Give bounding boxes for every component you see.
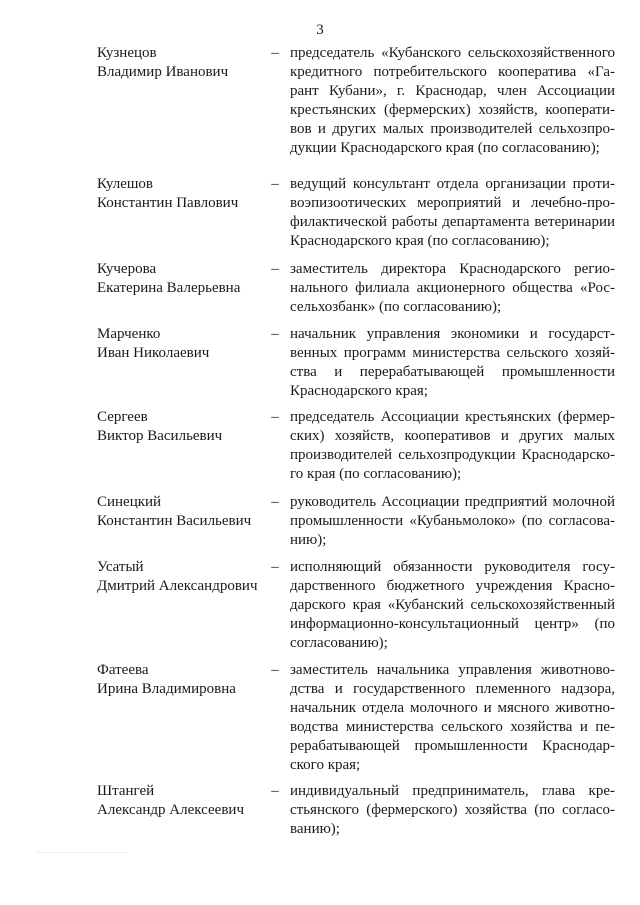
member-given-names: Виктор Васильевич	[97, 428, 223, 444]
member-given-names: Ирина Владимировна	[97, 681, 236, 697]
member-name	[97, 44, 267, 82]
member-name	[97, 558, 267, 596]
member-dash: –	[271, 783, 279, 799]
member-given-names: Константин Павлович	[97, 195, 239, 211]
member-name	[97, 661, 267, 699]
member-role: председатель Ассоциации крестьянских (фермерских) хозяйств, кооперативов и других малых производителей сельхозпродукции Краснодарского края (по согласованию);	[290, 409, 615, 482]
member-surname: Фатеева	[97, 662, 149, 678]
member-surname: Сергеев	[97, 409, 148, 425]
page-number: 3	[316, 22, 324, 38]
member-dash: –	[271, 409, 279, 425]
scan-artifact	[38, 838, 128, 853]
member-dash: –	[271, 326, 279, 342]
member-name	[97, 175, 267, 213]
member-surname: Марченко	[97, 326, 161, 342]
member-role: исполняющий обязанности руководителя государственного бюджетного учреждения Краснодарского края «Кубанский сельскохозяйственный информационно-консультационный центр» (по согласованию);	[290, 559, 615, 651]
member-role: заместитель директора Краснодарского регионального филиала акционерного общества «Россельхозбанк» (по согласованию);	[290, 261, 615, 315]
member-dash: –	[271, 494, 279, 510]
member-surname: Синецкий	[97, 494, 162, 510]
member-name	[97, 493, 267, 531]
member-surname: Кузнецов	[97, 45, 157, 61]
member-surname: Кучерова	[97, 261, 157, 277]
member-surname: Штангей	[97, 783, 155, 799]
member-dash: –	[271, 45, 279, 61]
member-given-names: Владимир Иванович	[97, 64, 229, 80]
member-name	[97, 782, 267, 820]
member-name	[97, 325, 267, 363]
member-role: заместитель начальника управления животноводства и государственного племенного надзора, начальник отдела молочного и мясного животноводства министерства сельского хозяйства и перерабатывающей промышленности Краснодарского края;	[290, 662, 615, 773]
member-given-names: Иван Николаевич	[97, 345, 210, 361]
member-role: председатель «Кубанского сельскохозяйственного кредитного потребительского кооператива «Гарант Кубани», г. Краснодар, член Ассоциации крестьянских (фермерских) хозяйств, кооперативов и других малых производителей сельхозпродукции Краснодарского края (по согласованию);	[290, 45, 615, 156]
member-role: начальник управления экономики и государственных программ министерства сельского хозяйства и перерабатывающей промышленности Краснодарского края;	[290, 326, 615, 399]
member-given-names: Екатерина Валерьевна	[97, 280, 241, 296]
member-given-names: Александр Алексеевич	[97, 802, 244, 818]
member-surname: Кулешов	[97, 176, 153, 192]
member-name	[97, 408, 267, 446]
member-role: ведущий консультант отдела организации противоэпизоотических мероприятий и лечебно-профилактической работы департамента ветеринарии Краснодарского края (по согласованию);	[290, 176, 615, 249]
member-name	[97, 260, 267, 298]
member-dash: –	[271, 559, 279, 575]
member-given-names: Дмитрий Александрович	[97, 578, 258, 594]
member-role: руководитель Ассоциации предприятий молочной промышленности «Кубаньмолоко» (по согласованию);	[290, 494, 615, 548]
member-dash: –	[271, 176, 279, 192]
member-surname: Усатый	[97, 559, 144, 575]
member-dash: –	[271, 662, 279, 678]
member-dash: –	[271, 261, 279, 277]
member-role: индивидуальный предприниматель, глава крестьянского (фермерского) хозяйства (по согласованию);	[290, 783, 615, 837]
member-given-names: Константин Васильевич	[97, 513, 252, 529]
